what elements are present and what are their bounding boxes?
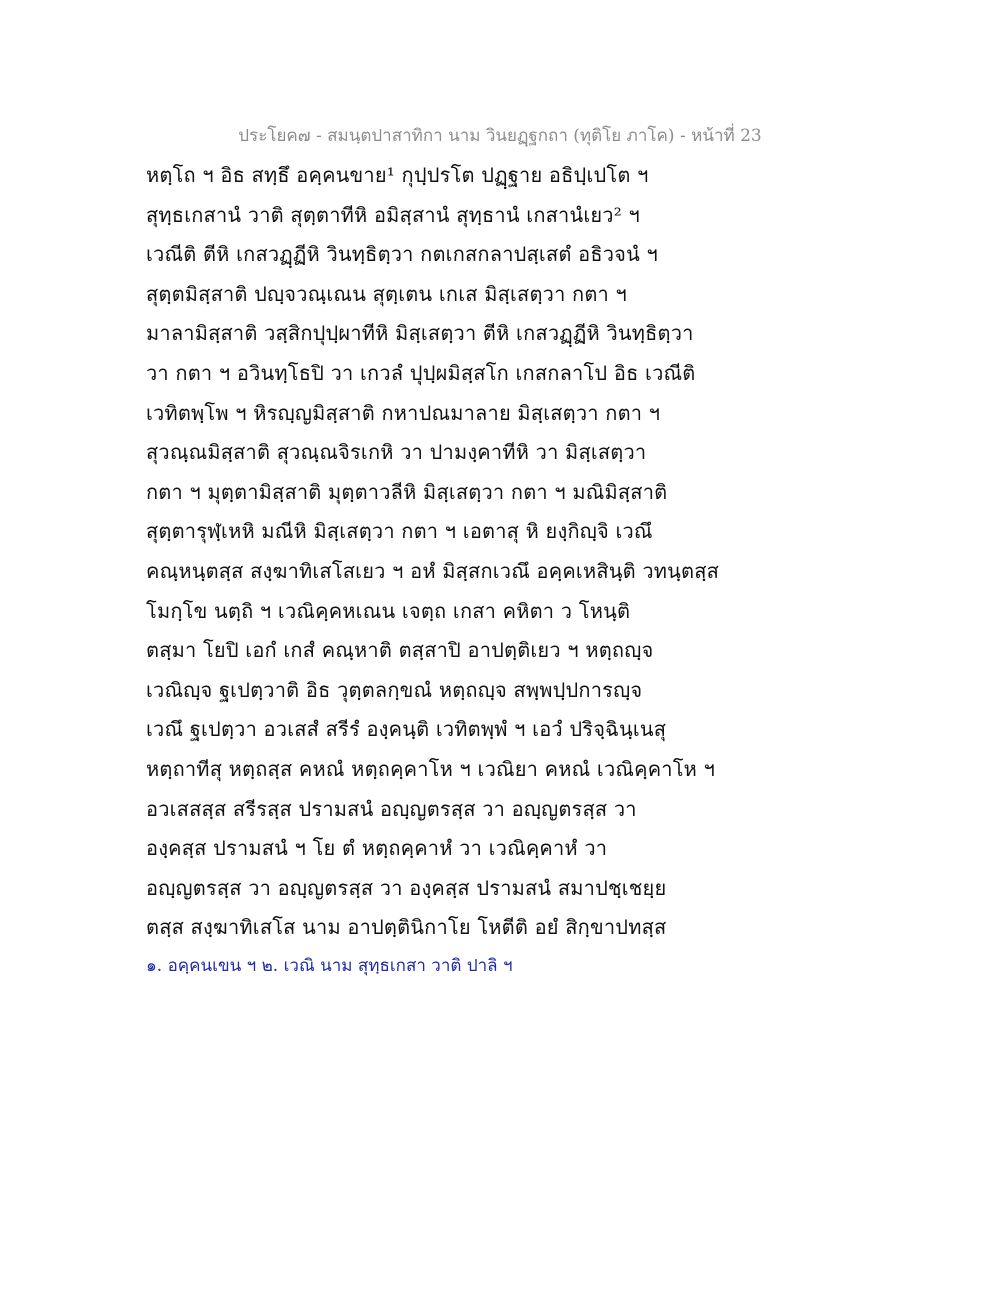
text-line: องฺคสฺส ปรามสนํ ฯ โย ตํ หตฺถคฺคาหํ วา เวณิคฺคาหํ วา	[146, 836, 608, 861]
text-line: หตฺถาทีสุ หตฺถสฺส คหณํ หตฺถคฺคาโห ฯ เวณิยา คหณํ เวณิคฺคาโห ฯ	[146, 756, 716, 781]
footnote: ๑. อคฺคนเขน ฯ ๒. เวณิ นาม สุทฺธเกสา วาติ ปาลิ ฯ	[146, 956, 513, 976]
page-header: ประโยค๗ - สมนฺตปาสาทิกา นาม วินยฏฺฐกถา (ทุติโย ภาโค) - หน้าที่ 23	[238, 126, 762, 146]
body-text	[146, 156, 866, 948]
text-line: สุวณฺณมิสฺสาติ สุวณฺณจิรเกหิ วา ปามงฺคาทีหิ วา มิสฺเสตฺวา	[146, 440, 647, 465]
text-line: ตสฺส สงฺฆาทิเสโส นาม อาปตฺตินิกาโย โหตีติ อยํ สิกฺขาปทสฺส	[146, 915, 667, 940]
text-line: สุทฺธเกสานํ วาติ สุตฺตาทีหิ อมิสฺสานํ สุทฺธานํ เกสานํเยว² ฯ	[146, 202, 640, 227]
text-line: เวณีติ ตีหิ เกสวฏฺฏีหิ วินทฺธิตฺวา กตเกสกลาปสฺเสตํ อธิวจนํ ฯ	[146, 242, 658, 267]
text-line: อญฺญตรสฺส วา อญฺญตรสฺส วา องฺคสฺส ปรามสนํ สมาปชฺเชยฺย	[146, 875, 667, 900]
text-line: มาลามิสฺสาติ วสฺสิกปุปฺผาทีหิ มิสฺเสตฺวา ตีหิ เกสวฏฺฏีหิ วินทฺธิตฺวา	[146, 321, 694, 346]
text-line: กตา ฯ มุตฺตามิสฺสาติ มุตฺตาวลีหิ มิสฺเสตฺวา กตา ฯ มณิมิสฺสาติ	[146, 479, 668, 504]
text-line: เวณิญฺจ ฐเปตฺวาติ อิธ วุตฺตลกฺขณํ หตฺถญฺจ สพฺพปฺปการญฺจ	[146, 677, 643, 702]
text-line: อวเสสสฺส สรีรสฺส ปรามสนํ อญฺญตรสฺส วา อญฺญตรสฺส วา	[146, 796, 637, 821]
text-line: หตฺโถ ฯ อิธ สทฺธึ อคฺคนขาย¹ กุปฺปรโต ปฏฺฐาย อธิปฺเปโต ฯ	[146, 163, 649, 187]
text-line: สุตฺตารุฬฺเหหิ มณีหิ มิสฺเสตฺวา กตา ฯ เอตาสุ หิ ยงฺกิญฺจิ เวณึ	[146, 519, 653, 544]
text-line: โมกฺโข นตฺถิ ฯ เวณิคฺคหเณน เจตฺถ เกสา คหิตา ว โหนฺติ	[146, 598, 631, 623]
text-line: เวทิตพฺโพ ฯ หิรญฺญมิสฺสาติ กหาปณมาลาย มิสฺเสตฺวา กตา ฯ	[146, 400, 661, 425]
text-line: เวณึ ฐเปตฺวา อวเสสํ สรีรํ องฺคนฺติ เวทิตพฺพํ ฯ เอวํ ปริจฺฉินฺเนสุ	[146, 717, 667, 742]
text-line: ตสฺมา โยปิ เอกํ เกสํ คณฺหาติ ตสฺสาปิ อาปตฺติเยว ฯ หตฺถญฺจ	[146, 638, 654, 663]
text-line: สุตฺตมิสฺสาติ ปญฺจวณฺเณน สุตฺเตน เกเส มิสฺเสตฺวา กตา ฯ	[146, 281, 627, 306]
text-line: วา กตา ฯ อวินทฺโธปิ วา เกวลํ ปุปฺผมิสฺสโก เกสกลาโป อิธ เวณีติ	[146, 360, 696, 385]
text-line: คณฺหนฺตสฺส สงฺฆาทิเสโสเยว ฯ อหํ มิสฺสกเวณึ อคฺคเหสินฺติ วทนฺตสฺส	[146, 558, 720, 583]
